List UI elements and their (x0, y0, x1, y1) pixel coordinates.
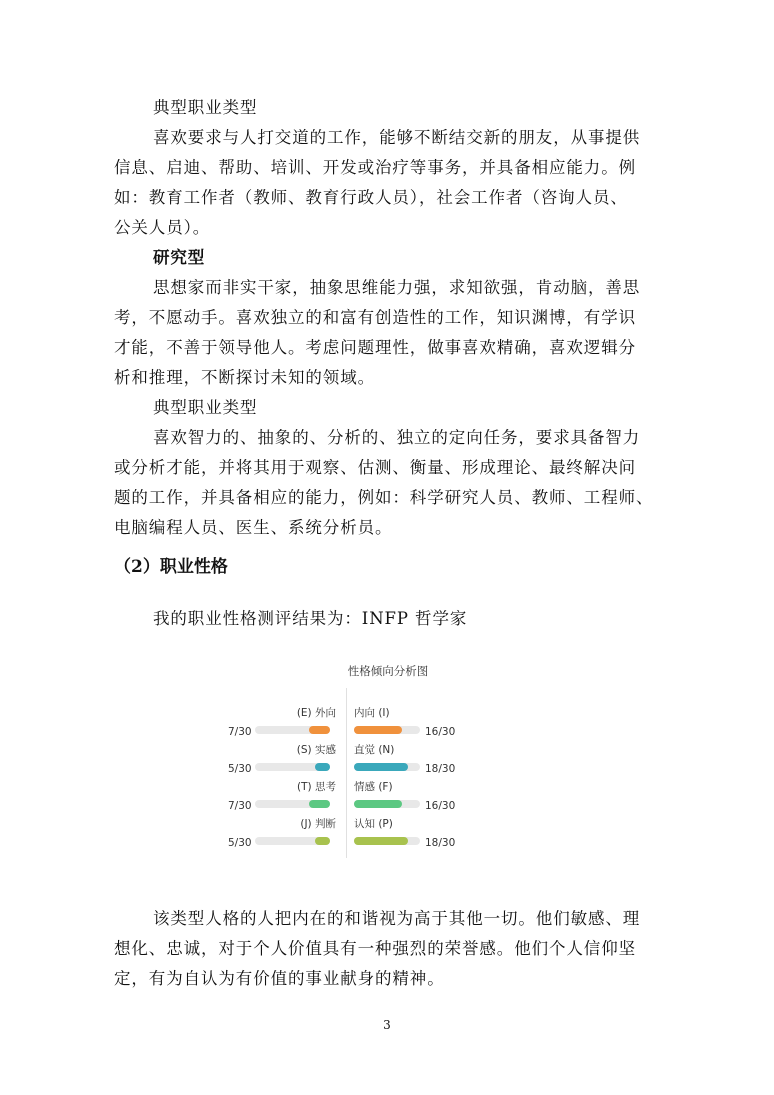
left-trait-label: (T) 思考 (297, 781, 336, 793)
left-bar-track (255, 763, 330, 771)
right-trait-label: 内向 (I) (354, 707, 390, 719)
chart-row (228, 742, 548, 782)
paragraph-line: 析和推理，不断探讨未知的领域。 (114, 368, 375, 387)
right-score-label: 18/30 (425, 763, 456, 775)
chart-row (228, 779, 548, 819)
paragraph-line: 题的工作，并具备相应的能力，例如：科学研究人员、教师、工程师、 (114, 488, 654, 507)
paragraph-line: 考，不愿动手。喜欢独立的和富有创造性的工作，知识渊博，有学识 (114, 308, 636, 327)
section-heading: （2）职业性格 (114, 557, 228, 577)
right-bar-track (354, 837, 420, 845)
paragraph-line: 才能，不善于领导他人。考虑问题理性，做事喜欢精确，喜欢逻辑分 (114, 338, 636, 357)
test-result-line: 我的职业性格测评结果为：INFP 哲学家 (153, 609, 468, 628)
left-bar (309, 726, 330, 734)
chart-row (228, 705, 548, 745)
right-trait-label: 认知 (P) (354, 818, 393, 830)
chart-row (228, 816, 548, 856)
paragraph-line: 电脑编程人员、医生、系统分析员。 (114, 518, 393, 537)
paragraph-line: 或分析才能，并将其用于观察、估测、衡量、形成理论、最终解决问 (114, 458, 636, 477)
right-bar (354, 763, 408, 771)
paragraph-line: 该类型人格的人把内在的和谐视为高于其他一切。他们敏感、理 (153, 909, 641, 928)
paragraph-line: 信息、启迪、帮助、培训、开发或治疗等事务，并具备相应能力。例 (114, 158, 636, 177)
left-score-label: 5/30 (228, 763, 252, 775)
left-trait-label: (S) 实感 (296, 744, 336, 756)
right-score-label: 16/30 (425, 726, 456, 738)
left-trait-label: (J) 判断 (300, 818, 336, 830)
right-bar (354, 837, 408, 845)
career-type-label: 典型职业类型 (153, 398, 258, 417)
paragraph-line: 定，有为自认为有价值的事业献身的精神。 (114, 969, 445, 988)
left-bar (315, 763, 330, 771)
right-bar (354, 726, 402, 734)
research-type-heading: 研究型 (153, 248, 206, 267)
right-bar-track (354, 763, 420, 771)
right-score-label: 16/30 (425, 800, 456, 812)
paragraph-line: 思想家而非实干家，抽象思维能力强，求知欲强，肯动脑，善思 (153, 278, 641, 297)
paragraph-line: 喜欢要求与人打交道的工作，能够不断结交新的朋友，从事提供 (153, 128, 641, 147)
left-score-label: 7/30 (228, 726, 252, 738)
left-score-label: 5/30 (228, 837, 252, 849)
right-bar-track (354, 726, 420, 734)
left-bar (315, 837, 330, 845)
right-trait-label: 情感 (F) (354, 781, 393, 793)
left-bar-track (255, 837, 330, 845)
personality-chart (228, 658, 548, 858)
right-trait-label: 直觉 (N) (354, 744, 395, 756)
paragraph-line: 想化、忠诚，对于个人价值具有一种强烈的荣誉感。他们个人信仰坚 (114, 939, 636, 958)
paragraph-line: 公关人员）。 (114, 218, 211, 237)
right-bar-track (354, 800, 420, 808)
left-bar-track (255, 726, 330, 734)
page-number: 3 (383, 1018, 391, 1032)
left-score-label: 7/30 (228, 800, 252, 812)
paragraph-line: 喜欢智力的、抽象的、分析的、独立的定向任务，要求具备智力 (153, 428, 641, 447)
left-bar-track (255, 800, 330, 808)
right-score-label: 18/30 (425, 837, 456, 849)
left-trait-label: (E) 外向 (296, 707, 336, 719)
paragraph-line: 如：教育工作者（教师、教育行政人员），社会工作者（咨询人员、 (114, 188, 628, 207)
right-bar (354, 800, 402, 808)
chart-title: 性格倾向分析图 (347, 664, 429, 678)
career-type-label: 典型职业类型 (153, 98, 258, 117)
left-bar (309, 800, 330, 808)
